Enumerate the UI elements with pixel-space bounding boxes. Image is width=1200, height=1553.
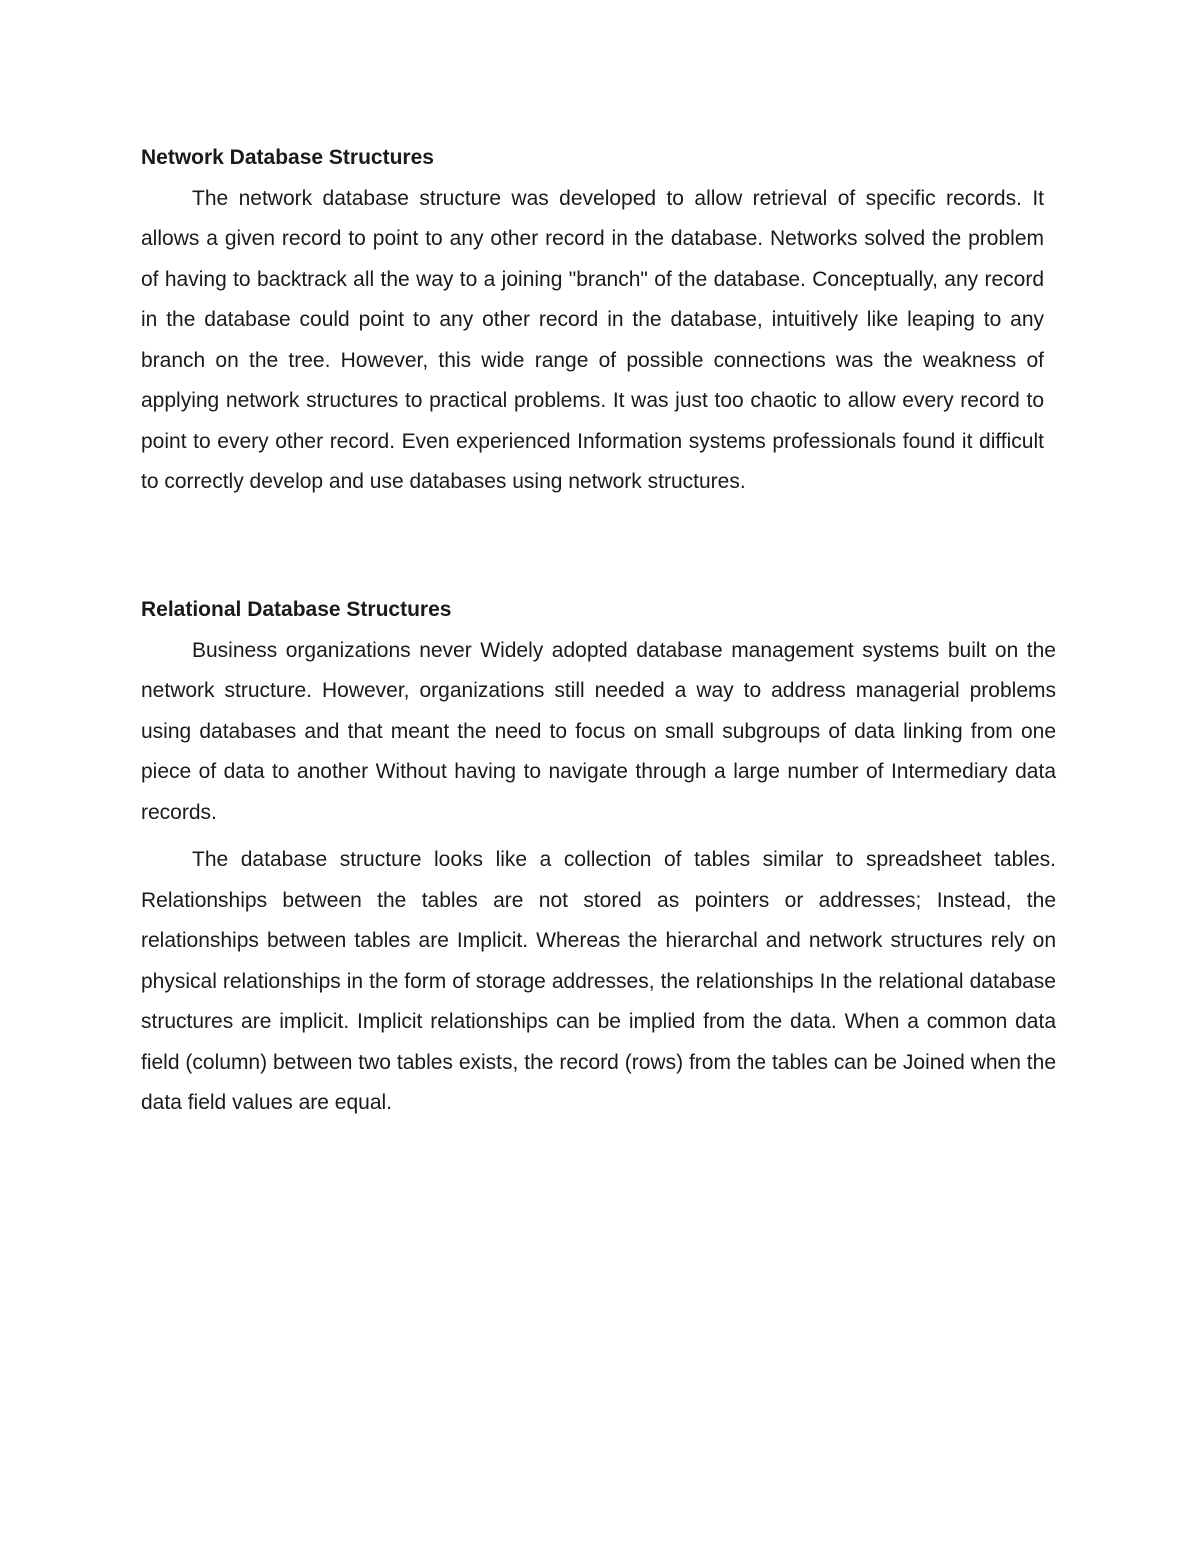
section-network-database <box>141 138 1044 503</box>
body-paragraph: Business organizations never Widely adopted database management systems built on the network structure. However, organizations still needed a way to address managerial problems using databases and that meant the need to focus on small subgroups of data linking from one piece of data to another Without having to navigate through a large number of Intermediary data records. <box>141 638 1056 824</box>
section-heading: Network Database Structures <box>141 146 434 169</box>
body-paragraph: The database structure looks like a collection of tables similar to spreadsheet tables. Relationships between the tables are not stored as pointers or addresses; Instead, the relationships between tables are Implicit. Whereas the hierarchal and network structures rely on physical relationships in the form of storage addresses, the relationships In the relational database structures are implicit. Implicit relationships can be implied from the data. When a common data field (column) between two tables exists, the record (rows) from the tables can be Joined when the data field values are equal. <box>141 848 1056 1114</box>
body-paragraph: The network database structure was developed to allow retrieval of specific records. It allows a given record to point to any other record in the database. Networks solved the problem of having to backtrack all the way to a joining "branch" of the database. Conceptually, any record in the database could point to any other record in the database, intuitively like leaping to any branch on the tree. However, this wide range of possible connections was the weakness of applying network structures to practical problems. It was just too chaotic to allow every record to point to every other record. Even experienced Information systems professionals found it difficult to correctly develop and use databases using network structures. <box>141 186 1044 493</box>
section-heading: Relational Database Structures <box>141 598 452 621</box>
section-relational-database <box>141 590 1056 1124</box>
